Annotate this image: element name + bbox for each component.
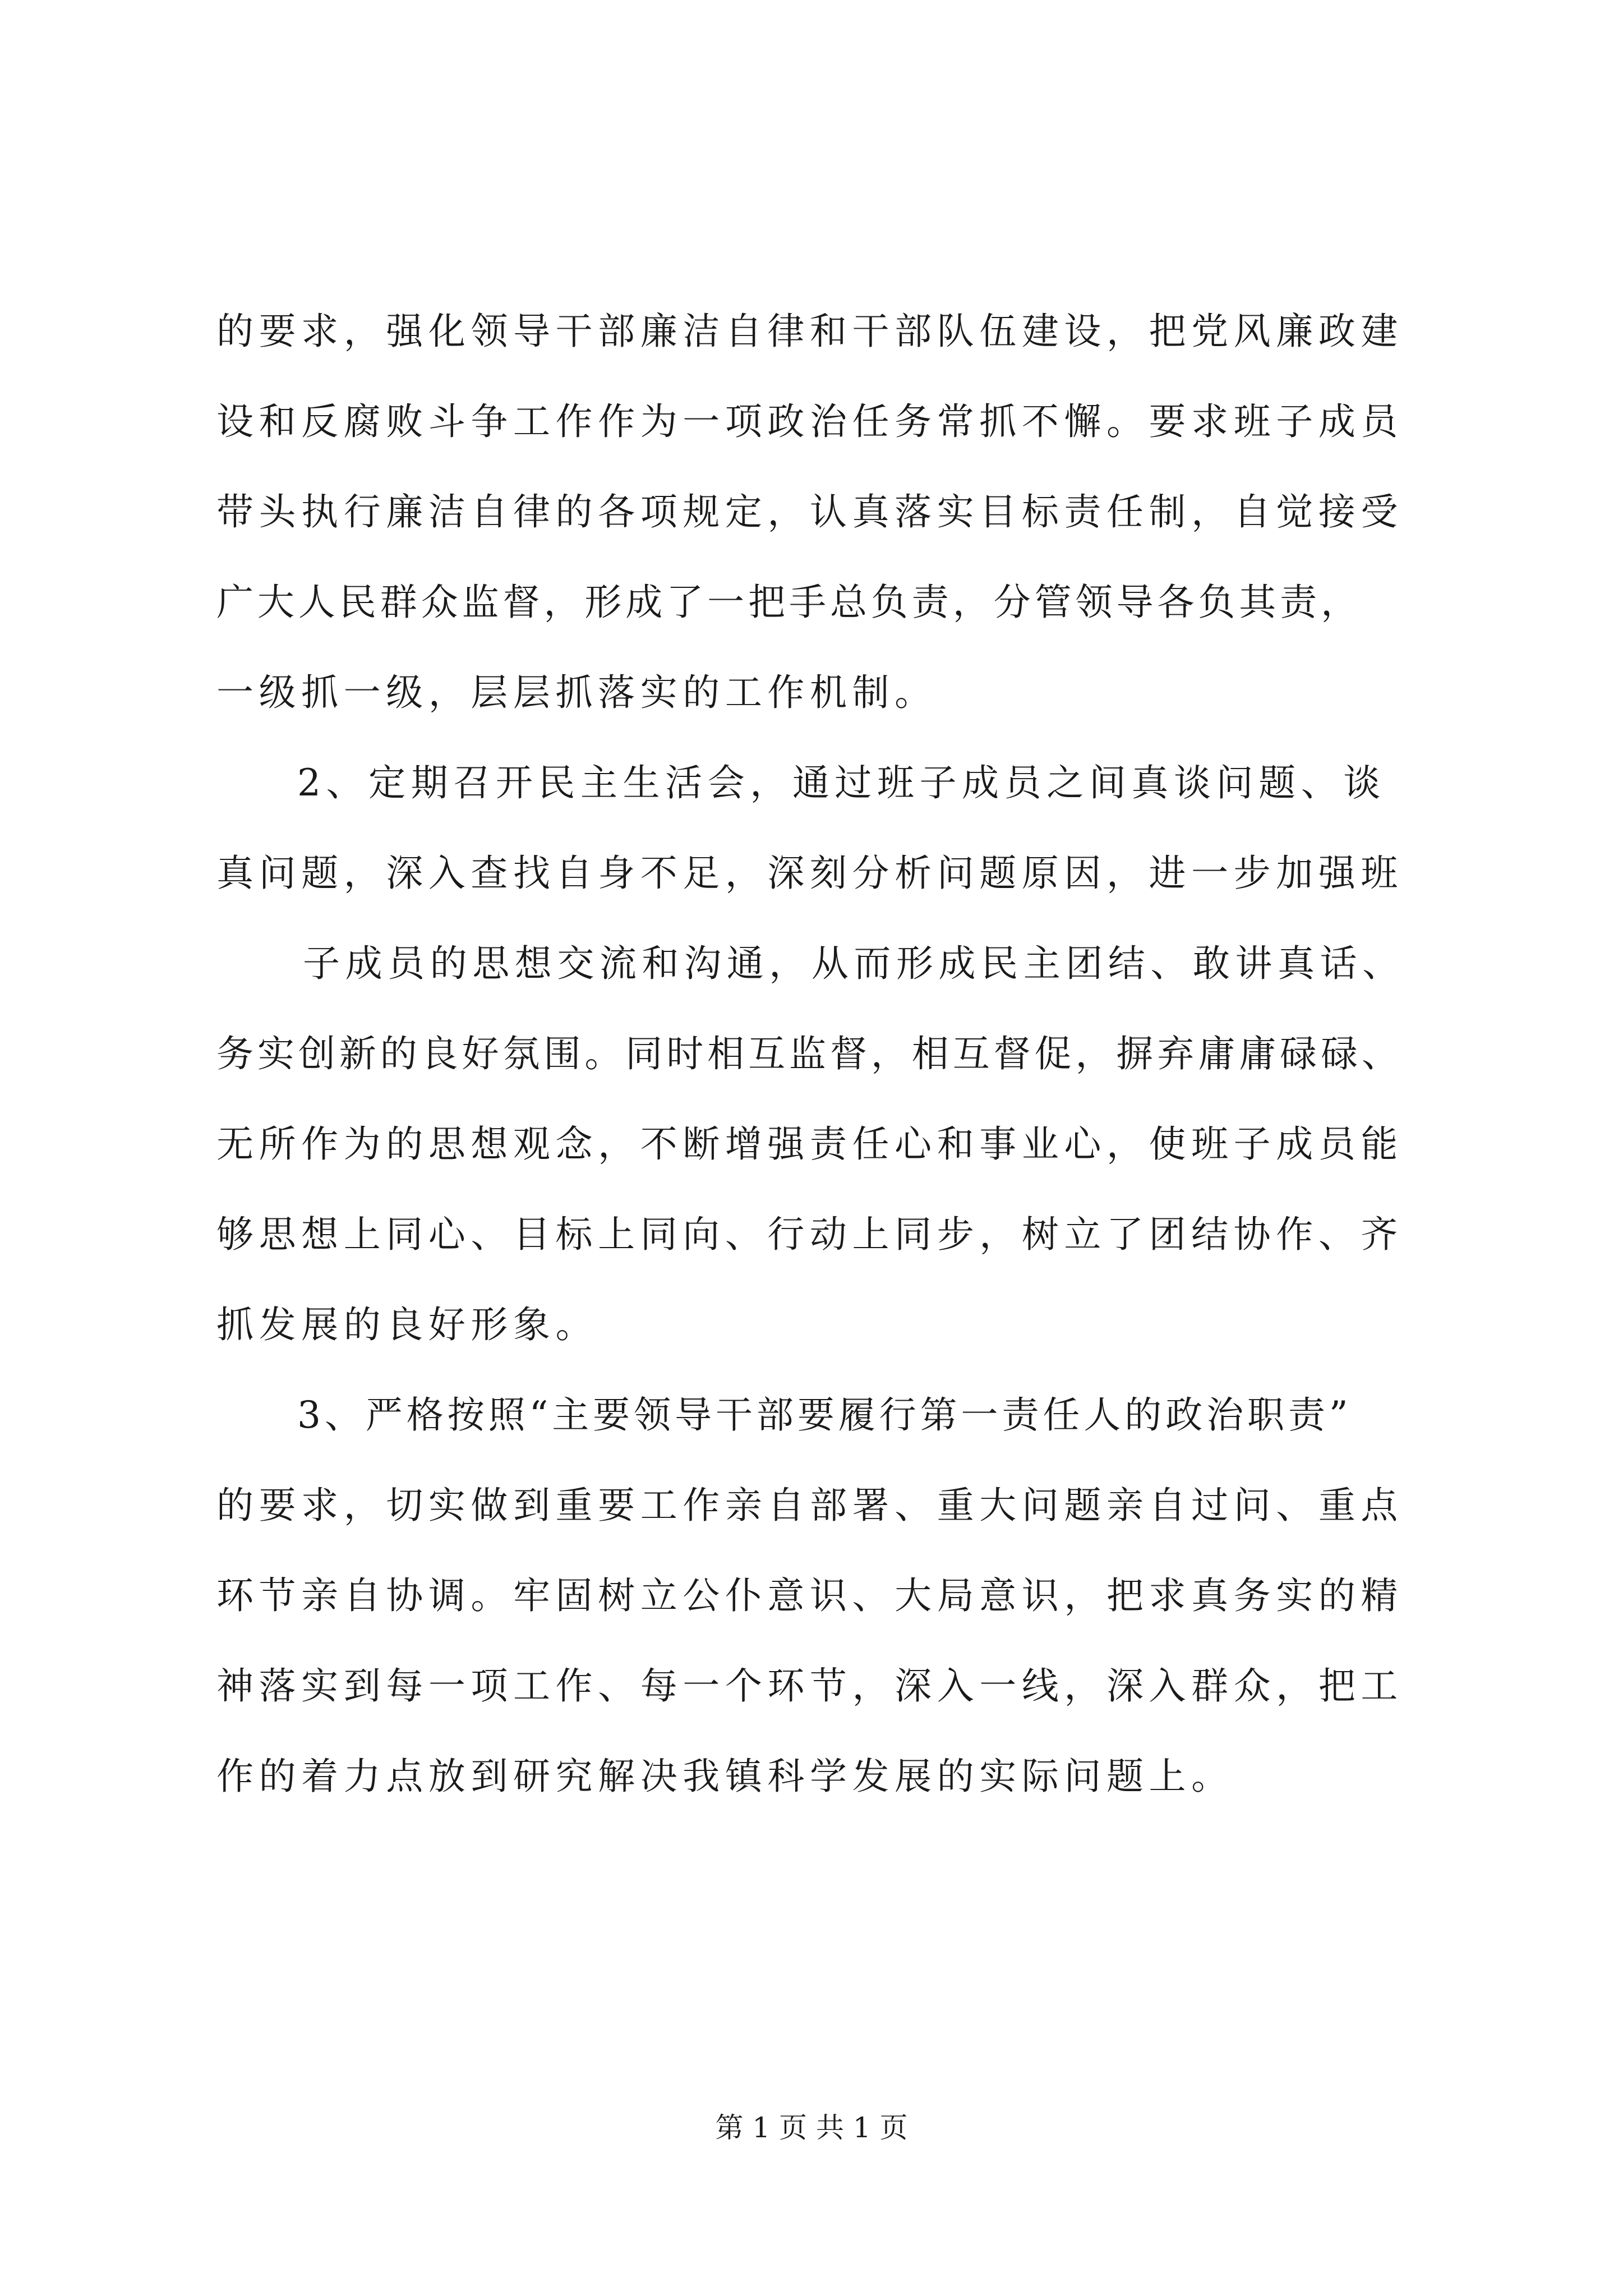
body-line: 作的着力点放到研究解决我镇科学发展的实际问题上。: [216, 1755, 1234, 1798]
body-line: 带头执行廉洁自律的各项规定，认真落实目标责任制，自觉接受: [216, 490, 1403, 533]
body-line: 的要求，强化领导干部廉洁自律和干部队伍建设，把党风廉政建: [216, 310, 1403, 353]
body-line: 真问题，深入查找自身不足，深刻分析问题原因，进一步加强班: [216, 852, 1403, 895]
body-line: 务实创新的良好氛围。同时相互监督，相互督促，摒弃庸庸碌碌、: [216, 1032, 1403, 1075]
body-line: 一级抓一级，层层抓落实的工作机制。: [216, 671, 937, 714]
paragraph-start-line: 3、严格按照“主要领导干部要履行第一责任人的政治职责”: [297, 1393, 1352, 1437]
body-line: 无所作为的思想观念，不断增强责任心和事业心，使班子成员能: [216, 1122, 1403, 1166]
paragraph-start-line: 2、定期召开民主生活会，通过班子成员之间真谈问题、谈: [297, 761, 1386, 804]
body-line: 神落实到每一项工作、每一个环节，深入一线，深入群众，把工: [216, 1664, 1403, 1708]
body-line: 环节亲自协调。牢固树立公仆意识、大局意识，把求真务实的精: [216, 1574, 1403, 1617]
page-footer: 第 1 页 共 1 页: [715, 2111, 908, 2144]
body-line: 抓发展的良好形象。: [216, 1303, 598, 1346]
body-line: 设和反腐败斗争工作作为一项政治任务常抓不懈。要求班子成员: [216, 400, 1403, 443]
body-line: 够思想上同心、目标上同向、行动上同步，树立了团结协作、齐: [216, 1213, 1403, 1256]
body-line: 子成员的思想交流和沟通，从而形成民主团结、敢讲真话、: [303, 942, 1405, 985]
body-line: 的要求，切实做到重要工作亲自部署、重大问题亲自过问、重点: [216, 1484, 1403, 1527]
body-line: 广大人民群众监督，形成了一把手总负责，分管领导各负其责，: [216, 581, 1362, 624]
